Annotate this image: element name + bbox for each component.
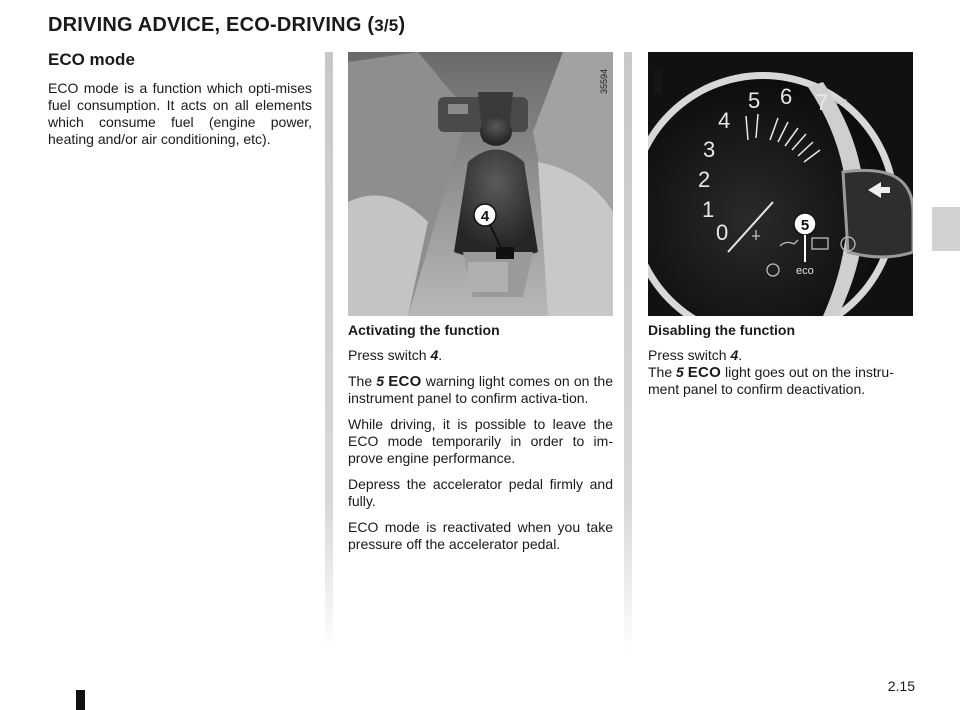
callout-5: 5 <box>800 217 810 234</box>
intro-paragraph: ECO mode is a function which opti-mises fuel consumption. It acts on all elements which consume fuel (engine power, heating and/or air conditioning, etc). <box>48 80 312 147</box>
page-title: DRIVING ADVICE, ECO-DRIVING (3/5) <box>48 14 406 36</box>
page-number: 2.15 <box>887 678 915 694</box>
disabling-section <box>648 322 913 407</box>
leave-eco-text: While driving, it is possible to leave the ECO mode temporarily in order to im-prove engine performance. <box>348 416 613 466</box>
reactivated-text: ECO mode is reactivated when you take pressure off the accelerator pedal. <box>348 519 613 552</box>
gauge-label: 3 <box>703 137 716 162</box>
eco-symbol: ECO <box>687 364 722 381</box>
chapter-tab <box>932 207 960 251</box>
column-divider <box>325 52 333 652</box>
gauge-label: 6 <box>780 84 793 109</box>
eco-light-on-text: The 5 ECO warning light comes on on the instrument panel to confirm activa-tion. <box>348 373 613 406</box>
callout-4: 4 <box>480 208 490 225</box>
gear-console-photo <box>348 52 613 316</box>
eco-light-off-text: The 5 ECO light goes out on the instru-ment panel to confirm deactivation. <box>648 364 894 397</box>
disabling-heading: Disabling the function <box>648 322 795 338</box>
activating-heading: Activating the function <box>348 322 500 338</box>
section-heading: ECO mode <box>48 50 135 69</box>
eco-indicator: eco <box>796 265 814 277</box>
instrument-cluster-photo <box>648 52 913 316</box>
press-switch-text: Press switch 4. <box>648 347 743 363</box>
press-switch-text: Press switch 4. <box>348 347 443 363</box>
photo-ref-number: 35567 <box>653 68 663 94</box>
eco-mode-intro <box>48 50 312 157</box>
activating-section <box>348 322 613 562</box>
gauge-label: 0 <box>716 220 729 245</box>
corner-mark <box>76 690 85 710</box>
column-divider <box>624 52 632 652</box>
gauge-label: 2 <box>698 167 711 192</box>
depress-pedal-text: Depress the accelerator pedal firmly and fully. <box>348 476 613 509</box>
gauge-label: 4 <box>718 108 731 133</box>
gauge-label: 7 <box>816 90 829 115</box>
gauge-label: 5 <box>748 88 761 113</box>
gauge-unit: x1000 <box>828 99 848 106</box>
gauge-label: 1 <box>702 197 715 222</box>
eco-symbol: ECO <box>388 373 422 390</box>
photo-ref-number: 35594 <box>599 68 609 94</box>
